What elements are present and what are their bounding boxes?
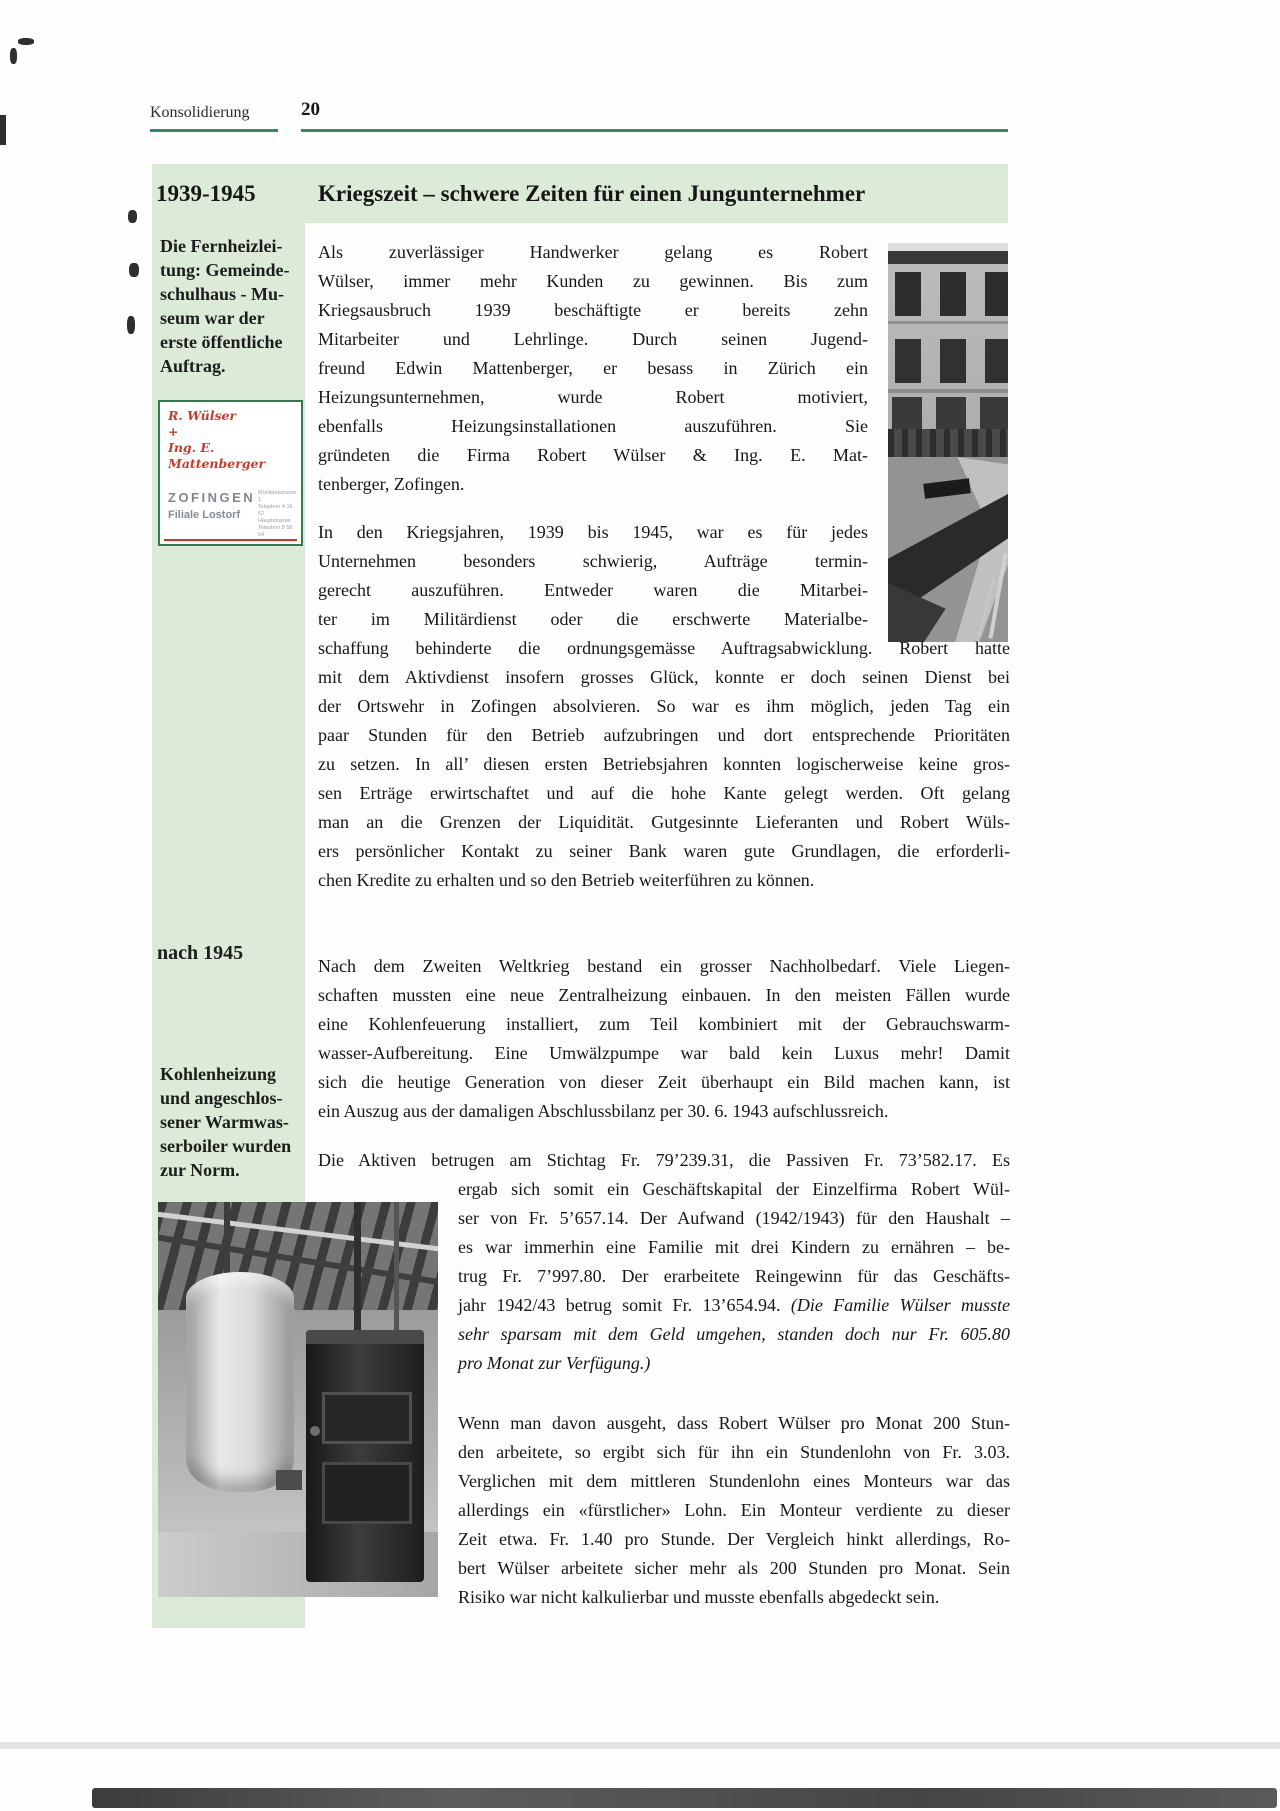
text-line: In den Kriegsjahren, 1939 bis 1945, war es für jedes: [318, 522, 868, 542]
text-line: man an die Grenzen der Liquidität. Gutgesinnte Lieferanten und Robert Wüls-: [318, 812, 1010, 832]
text-line: gründeten die Firma Robert Wülser & Ing. E. Mat-: [318, 445, 868, 465]
scan-speck: [18, 38, 34, 45]
text-line: ser von Fr. 5’657.14. Der Aufwand (1942/1943) für den Haushalt –: [458, 1208, 1010, 1228]
text-line: gerecht auszuführen. Entweder waren die Mitarbei-: [318, 580, 868, 600]
text-line: Wülser, immer mehr Kunden zu gewinnen. Bis zum: [318, 271, 868, 291]
paragraph-4-wrapped: [458, 1175, 1010, 1378]
text-line: ers persönlicher Kontakt zu seiner Bank waren gute Grundlagen, die erforderli-: [318, 841, 1010, 861]
text-line: den arbeitete, so ergibt sich für ihn ein Stundenlohn von Fr. 3.03.: [458, 1442, 1010, 1462]
photo-vertical-pipe: [224, 1202, 230, 1280]
text-line: und angeschlos-: [160, 1088, 283, 1108]
margin-note-fernheizleitung: [160, 234, 302, 378]
text-line: Verglichen mit dem mittleren Stundenlohn eines Monteurs war das: [458, 1471, 1010, 1491]
text-line: Nach dem Zweiten Weltkrieg bestand ein grosser Nachholbedarf. Viele Liegen-: [318, 956, 1010, 976]
paragraph-1: [318, 238, 868, 499]
card-address: [258, 490, 300, 539]
text-line: ergab sich somit ein Geschäftskapital der Einzelfirma Robert Wül-: [458, 1179, 1010, 1199]
paragraph-3: [318, 952, 1010, 1126]
photo-vertical-pipe: [394, 1202, 399, 1330]
text-line: ebenfalls Heizungsinstallationen auszuführen. Sie: [318, 416, 868, 436]
scan-speck: [10, 48, 17, 64]
photo-thermostat-box: [276, 1470, 302, 1490]
text-line: Mühletalstrasse 1: [258, 490, 297, 503]
text-line: Die Aktiven betrugen am Stichtag Fr. 79’239.31, die Passiven Fr. 73’582.17. Es: [318, 1150, 1010, 1170]
text-line: sener Warmwas-: [160, 1112, 289, 1132]
text-line: ein Auszug aus der damaligen Abschlussbilanz per 30. 6. 1943 aufschlussreich.: [318, 1101, 889, 1121]
text-line: zur Norm.: [160, 1160, 240, 1180]
text-line: freund Edwin Mattenberger, er besass in Zürich ein: [318, 358, 868, 378]
text-line: Heizungsunternehmen, wurde Robert motiviert,: [318, 387, 868, 407]
photo-furnace-door: [322, 1462, 412, 1524]
scan-speck: [128, 210, 137, 223]
photo-sky: [888, 243, 1008, 251]
scan-speck: [127, 316, 135, 334]
text-line: Zeit etwa. Fr. 1.40 pro Stunde. Der Vergleich hinkt allerdings, Ro-: [458, 1529, 1010, 1549]
scan-speck: [129, 263, 139, 277]
text-line: sen Erträge erwirtschaftet und auf die hohe Kante gelegt werden. Oft gelang: [318, 783, 1010, 803]
company-card: [158, 400, 303, 546]
photo-furnace-door: [322, 1392, 412, 1444]
photo-warmwater-boiler: [186, 1272, 294, 1492]
text-line: Als zuverlässiger Handwerker gelang es Robert: [318, 242, 868, 262]
scan-band-dark: [92, 1788, 1277, 1808]
text-line: pro Monat zur Verfügung.): [458, 1353, 651, 1373]
text-line: es war immerhin eine Familie mit drei Kindern zu ernähren – be-: [458, 1237, 1010, 1257]
scan-band-light: [0, 1742, 1280, 1749]
text-line: zu setzen. In all’ diesen ersten Betriebsjahren konnten logischerweise keine gros-: [318, 754, 1010, 774]
photo-furnace-latch: [310, 1426, 320, 1436]
text-line: sehr sparsam mit dem Geld umgehen, standen doch nur Fr. 605.80: [458, 1324, 1010, 1344]
boiler-photo: [158, 1202, 438, 1597]
photo-window-row: [888, 339, 1008, 383]
card-red-rule: [164, 539, 297, 541]
photo-coal-furnace: [306, 1330, 424, 1582]
text-line: mit dem Aktivdienst insofern grosses Glück, konnte er doch seinen Dienst bei: [318, 667, 1010, 687]
text-line: schaften mussten eine neue Zentralheizung einbauen. In den meisten Fällen wurde: [318, 985, 1010, 1005]
photo-facade: [888, 264, 1008, 429]
text-line: tung: Gemeinde-: [160, 260, 290, 280]
paragraph-2-full: [318, 634, 1010, 895]
text-line: chen Kredite zu erhalten und so den Betrieb weiterführen zu können.: [318, 870, 815, 890]
text-line: erste öffentliche: [160, 332, 283, 352]
text-line: Risiko war nicht kalkulierbar und musste ebenfalls abgedeckt sein.: [458, 1587, 940, 1607]
text-line: Auftrag.: [160, 356, 226, 376]
photo-cornice: [888, 389, 1008, 393]
text-line: Telephon 8 58 54: [258, 525, 293, 538]
page-number: 20: [301, 99, 320, 120]
text-line: allerdings ein «fürstlicher» Lohn. Ein Monteur verdiente zu dieser: [458, 1500, 1010, 1520]
text-line: Die Fernheizlei-: [160, 236, 283, 256]
photo-furnace-lid: [306, 1330, 424, 1344]
photo-window-row: [888, 272, 1008, 316]
paragraph-5: [458, 1409, 1010, 1612]
text-line: Wenn man davon ausgeht, dass Robert Wülser pro Monat 200 Stun-: [458, 1413, 1010, 1433]
text-line: Unternehmen besonders schwierig, Aufträge termin-: [318, 551, 868, 571]
text-line: wasser-Aufbereitung. Eine Umwälzpumpe war bald kein Luxus mehr! Damit: [318, 1043, 1010, 1063]
text-line: Telephon 4 16 52: [258, 504, 293, 517]
text-line: R. Wülser: [168, 408, 237, 423]
chapter-years: 1939-1945: [156, 181, 256, 206]
photo-garden-trench: [888, 457, 1008, 642]
photo-hedge: [888, 429, 1008, 457]
text-line: serboiler wurden: [160, 1136, 292, 1156]
text-line: bert Wülser arbeitete sicher mehr als 200 Stunden pro Monat. Sein: [458, 1558, 1010, 1578]
header-rule-left: [150, 129, 278, 132]
paragraph-2-narrow: [318, 518, 868, 634]
text-line: eine Kohlenfeuerung installiert, zum Teil kombiniert mit der Gebrauchswarm-: [318, 1014, 1010, 1034]
text-line: +: [168, 424, 179, 439]
text-line: sich die heutige Generation von dieser Zeit überhaupt ein Bild machen kann, ist: [318, 1072, 1010, 1092]
card-company-names: [168, 408, 296, 472]
margin-note-nach-1945: nach 1945: [157, 942, 244, 964]
text-line: Hauptstrasse: [258, 518, 291, 524]
photo-cornice: [888, 321, 1008, 324]
text-line: schulhaus - Mu-: [160, 284, 285, 304]
text-line: jahr 1942/43 betrug somit Fr. 13’654.94. (Die Familie Wülser musste: [458, 1295, 1011, 1315]
scan-speck: [0, 115, 6, 145]
text-line: schaffung behinderte die ordnungsgemässe Auftragsabwicklung. Robert hatte: [318, 638, 1010, 658]
photo-arched-windows: [888, 397, 1008, 429]
chapter-title: Kriegszeit – schwere Zeiten für einen Jungunternehmer: [318, 181, 866, 206]
text-line: paar Stunden für den Betrieb aufzubringen und dort entsprechende Prioritäten: [318, 725, 1010, 745]
photo-vertical-pipe: [354, 1202, 361, 1334]
card-city: ZOFINGEN: [168, 490, 256, 505]
header-rule-right: [301, 129, 1008, 132]
text-line: Kohlenheizung: [160, 1064, 277, 1084]
text-line: Mitarbeiter und Lehrlinge. Durch seinen Jugend-: [318, 329, 868, 349]
building-photo: [888, 243, 1008, 642]
chapter-title-bar: [152, 164, 1008, 223]
photo-roofline: [888, 251, 1008, 264]
text-line: ter im Militärdienst oder die erschwerte Materialbe-: [318, 609, 868, 629]
text-line: seum war der: [160, 308, 265, 328]
paragraph-4-first-line: [318, 1146, 1010, 1175]
text-line: trug Fr. 7’997.80. Der erarbeitete Reingewinn für das Geschäfts-: [458, 1266, 1010, 1286]
text-line: Kriegsausbruch 1939 beschäftigte er bereits zehn: [318, 300, 868, 320]
running-header-section: Konsolidierung: [150, 104, 250, 121]
card-branch: Filiale Lostorf: [168, 509, 241, 521]
margin-note-kohlenheizung: [160, 1062, 304, 1182]
text-line: tenberger, Zofingen.: [318, 474, 465, 494]
photo-pipe-box: [923, 478, 970, 498]
text-line: der Ortswehr in Zofingen absolvieren. So war es ihm möglich, jeden Tag ein: [318, 696, 1010, 716]
text-line: Ing. E. Mattenberger: [168, 440, 266, 471]
